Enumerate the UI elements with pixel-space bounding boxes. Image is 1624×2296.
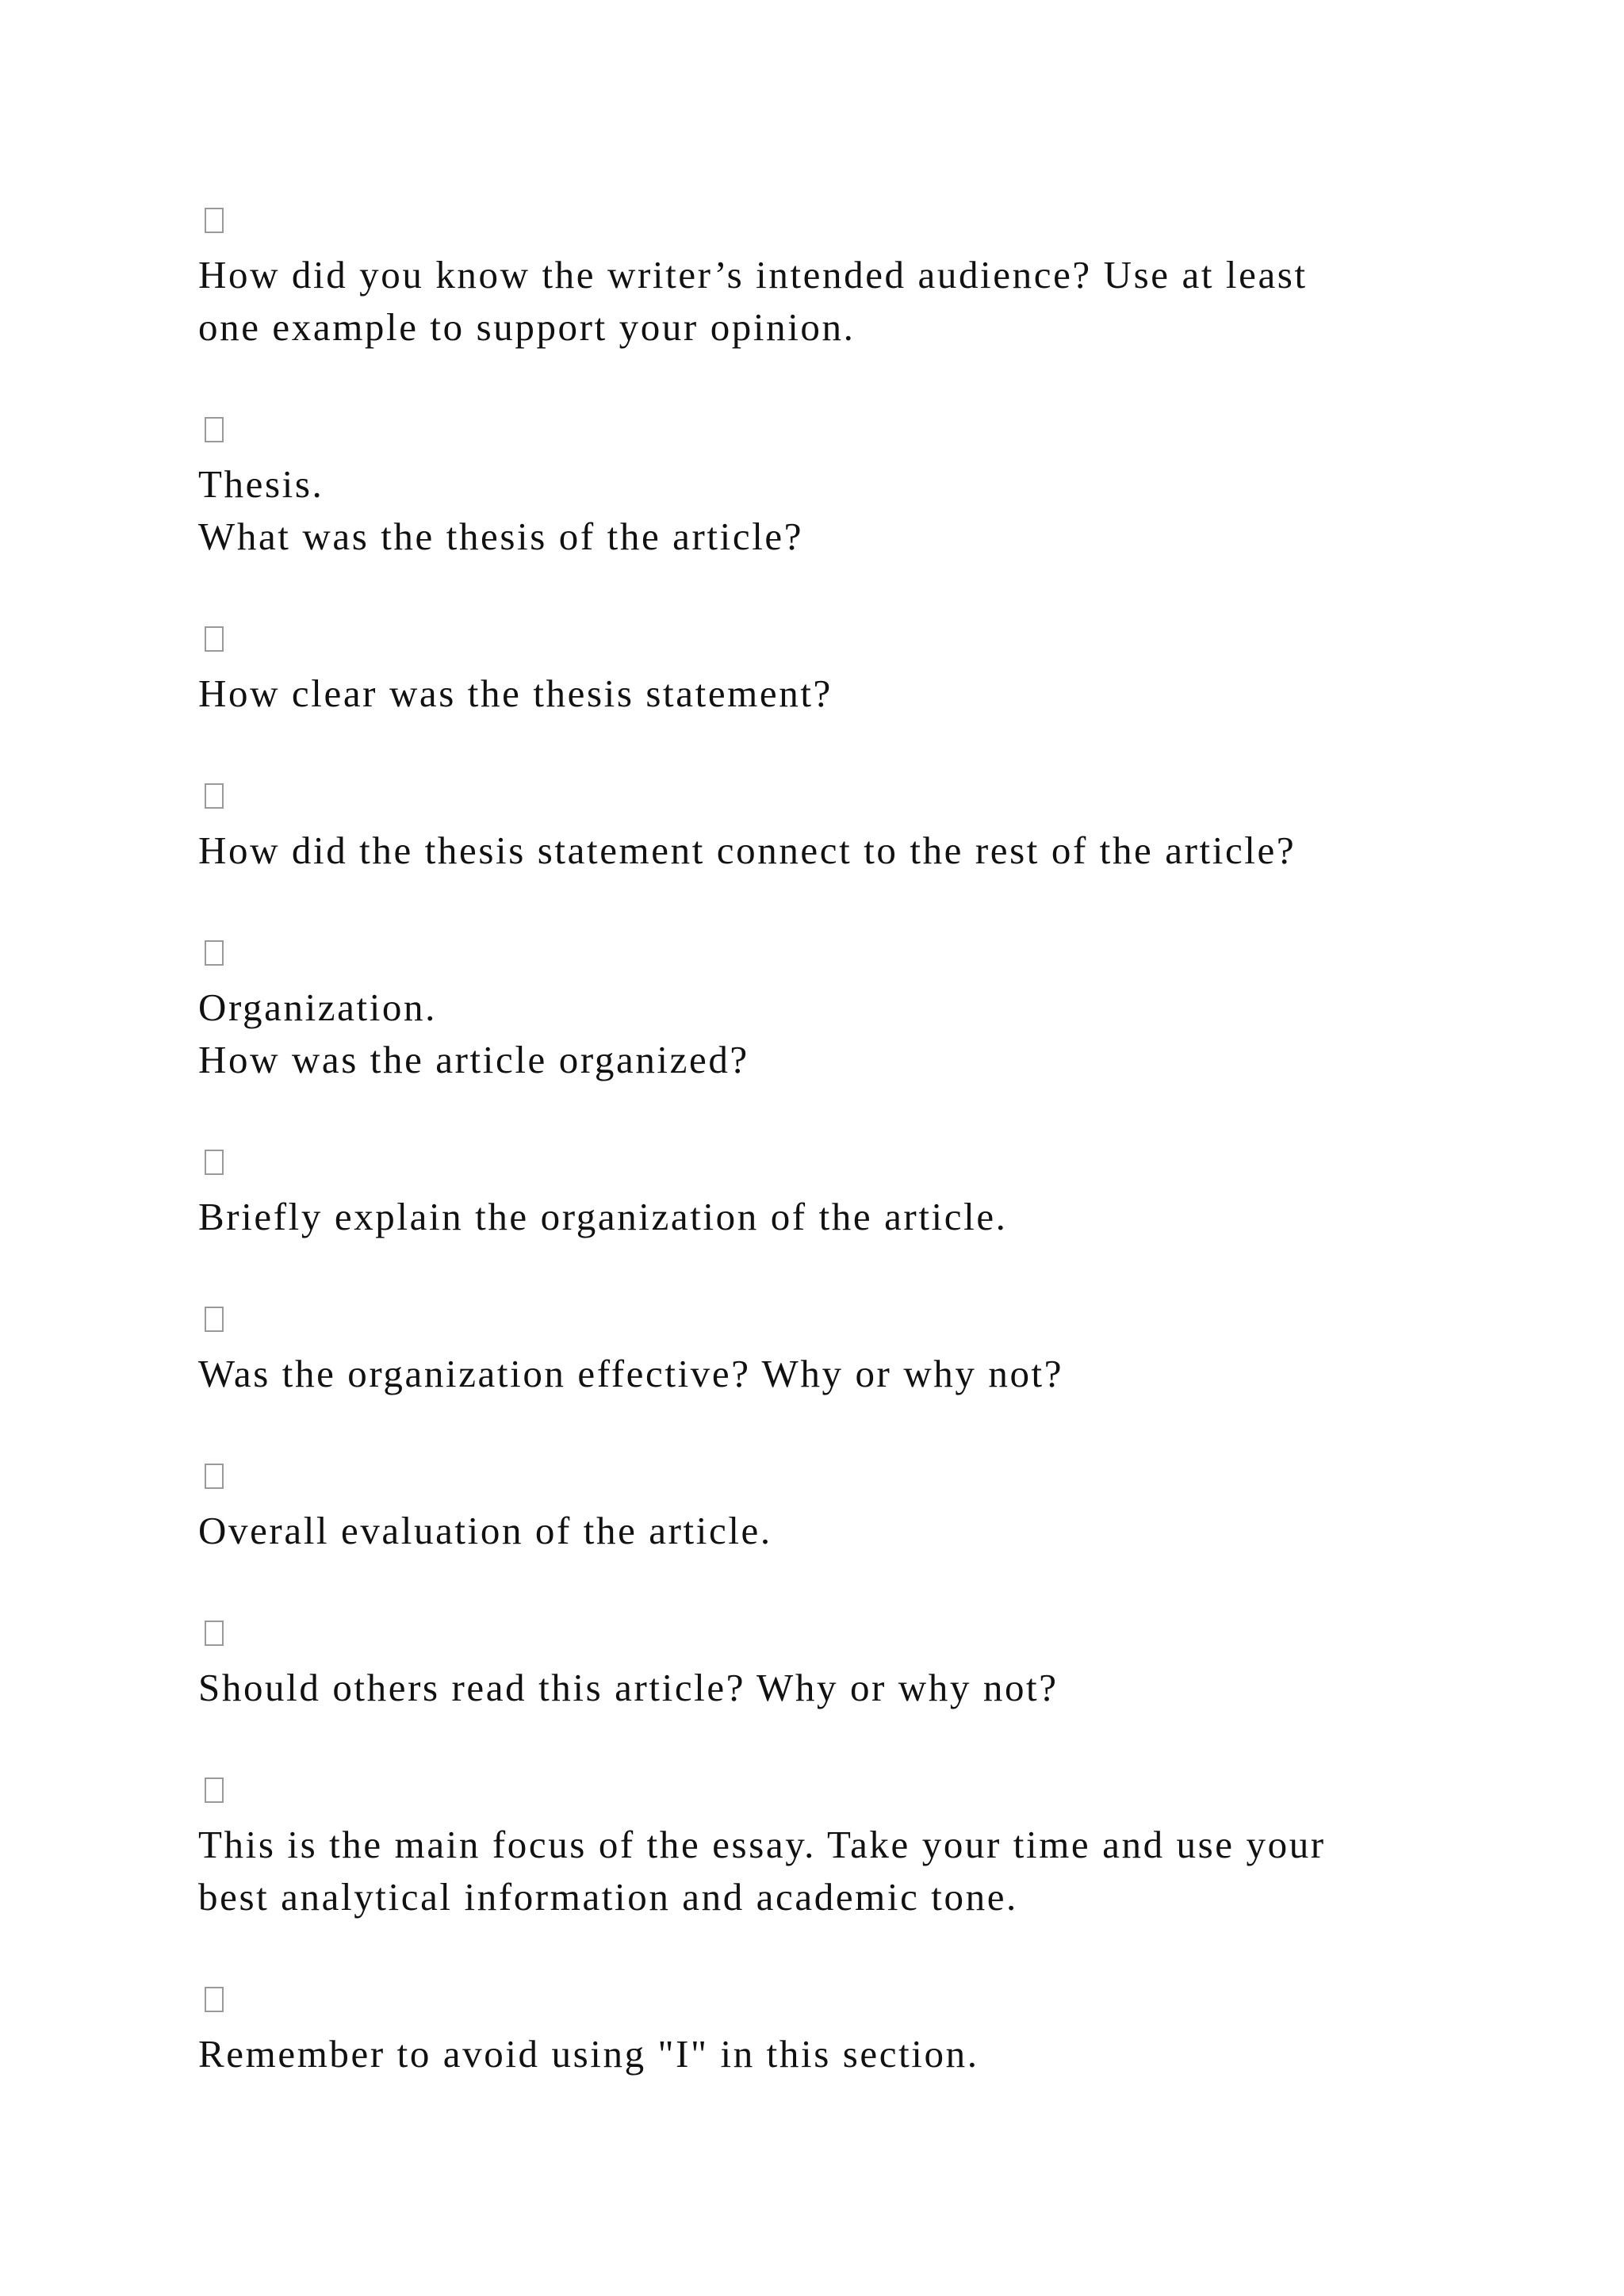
item-text-line: Briefly explain the organization of the article.	[198, 1195, 1008, 1238]
list-item	[198, 1777, 1483, 1923]
item-text-line: Organization.	[198, 985, 437, 1029]
list-item	[198, 1621, 1483, 1714]
bullet-box-icon	[205, 1464, 224, 1489]
item-text-line: Remember to avoid using "I" in this section.	[198, 2032, 979, 2076]
item-text-line: How did you know the writer’s intended audience? Use at least	[198, 253, 1308, 297]
item-text-line: Overall evaluation of the article.	[198, 1509, 772, 1552]
item-text-line: How clear was the thesis statement?	[198, 672, 833, 715]
bullet-box-icon	[205, 783, 224, 809]
item-text-line: Should others read this article? Why or why not?	[198, 1666, 1059, 1709]
bullet-box-icon	[205, 208, 224, 233]
item-text-line: Thesis.	[198, 462, 324, 506]
list-item	[198, 1987, 1483, 2080]
bullet-box-icon	[205, 1621, 224, 1646]
item-text-line: one example to support your opinion.	[198, 305, 856, 349]
bullet-box-icon	[205, 940, 224, 966]
bullet-box-icon	[205, 1150, 224, 1175]
item-text-line: This is the main focus of the essay. Take your time and use your	[198, 1823, 1326, 1866]
bullet-box-icon	[205, 626, 224, 652]
list-item	[198, 626, 1483, 720]
list-item	[198, 783, 1483, 877]
item-text-line: What was the thesis of the article?	[198, 515, 804, 558]
bullet-box-icon	[205, 1307, 224, 1332]
list-item	[198, 1150, 1483, 1243]
item-text-line: How did the thesis statement connect to the rest of the article?	[198, 828, 1297, 872]
list-item	[198, 208, 1483, 354]
bullet-box-icon	[205, 1777, 224, 1803]
item-text-line: Was the organization effective? Why or why not?	[198, 1352, 1064, 1395]
list-item	[198, 940, 1483, 1086]
item-text-line: best analytical information and academic tone.	[198, 1875, 1018, 1919]
list-item	[198, 417, 1483, 563]
bullet-box-icon	[205, 1987, 224, 2012]
bullet-box-icon	[205, 417, 224, 442]
item-text-line: How was the article organized?	[198, 1038, 749, 1081]
list-item	[198, 1307, 1483, 1400]
list-item	[198, 1464, 1483, 1557]
